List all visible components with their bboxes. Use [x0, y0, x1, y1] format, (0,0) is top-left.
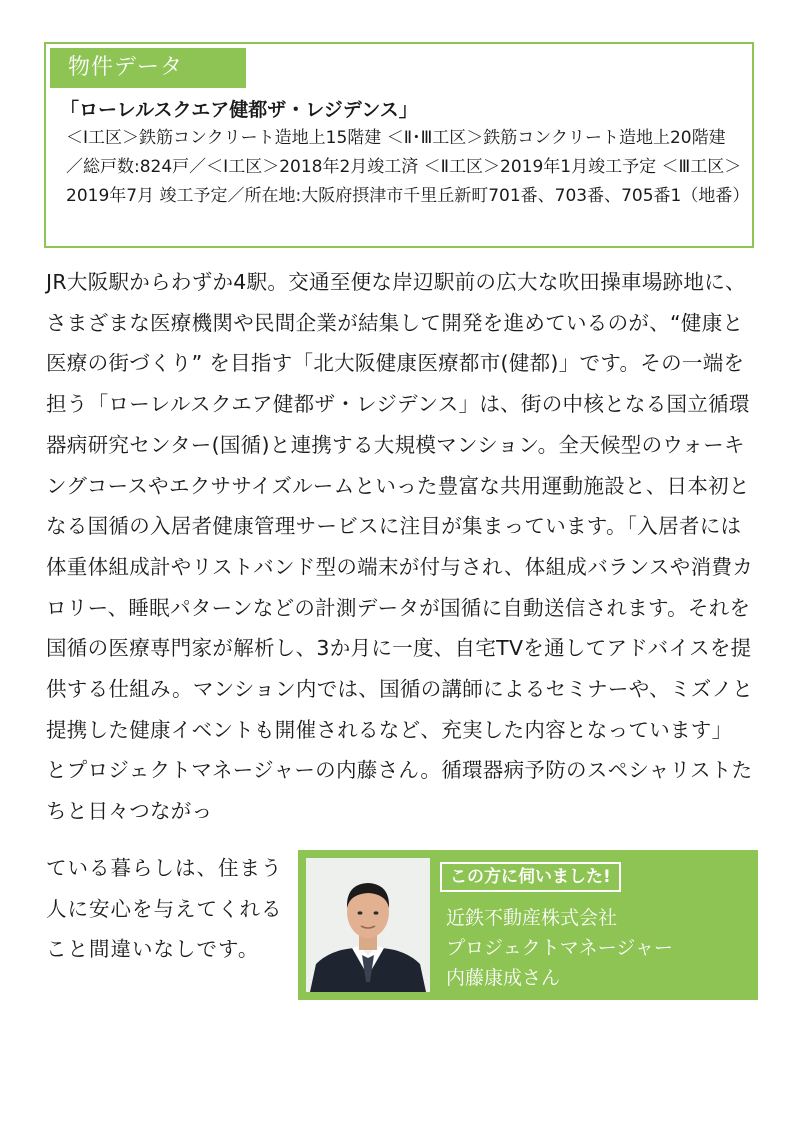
portrait-photo	[306, 858, 430, 992]
profile-heading: この方に伺いました!	[440, 862, 621, 892]
interviewee-profile	[298, 850, 758, 1000]
article-body-continued: ている暮らしは、住まう人に安心を与えてくれること間違いなしです。	[46, 856, 283, 962]
profile-company: 近鉄不動産株式会社	[446, 907, 618, 929]
property-data-box	[44, 42, 754, 248]
property-title: 「ローレルスクエア健都ザ・レジデンス」	[60, 99, 418, 121]
person-illustration	[306, 858, 430, 992]
profile-role: プロジェクトマネージャー	[446, 937, 673, 959]
property-details: ＜Ⅰ工区＞鉄筋コンクリート造地上15階建 ＜Ⅱ･Ⅲ工区＞鉄筋コンクリート造地上20階建／総戸数:824戸／＜Ⅰ工区＞2018年2月竣工済 ＜Ⅱ工区＞2019年1月竣工予定 ＜Ⅲ工区＞2019年7月 竣工予定／所在地:大阪府摂津市千里丘新町701番、703番、705番1（地番）	[66, 128, 750, 206]
profile-name: 内藤康成さん	[446, 967, 561, 989]
property-data-label: 物件データ	[50, 48, 246, 88]
article-body: JR大阪駅からわずか4駅。交通至便な岸辺駅前の広大な吹田操車場跡地に、さまざまな医療機関や民間企業が結集して開発を進めているのが、“健康と医療の街づくり” を目指す「北大阪健康医療都市(健都)」です。その一端を担う「ローレルスクエア健都ザ・レジデンス」は、街の中核となる国立循環器病研究センター(国循)と連携する大規模マンション。全天候型のウォーキングコースやエクササイズルームといった豊富な共用運動施設と、日本初となる国循の入居者健康管理サービスに注目が集まっています。「入居者には体重体組成計やリストバンド型の端末が付与され、体組成バランスや消費カロリー、睡眠パターンなどの計測データが国循に自動送信されます。それを国循の医療専門家が解析し、3か月に一度、自宅TVを通してアドバイスを提供する仕組み。マンション内では、国循の講師によるセミナーや、ミズノと提携した健康イベントも開催されるなど、充実した内容となっています」 とプロジェクトマネージャーの内藤さん。循環器病予防のスペシャリストたちと日々つながっ	[46, 270, 754, 824]
